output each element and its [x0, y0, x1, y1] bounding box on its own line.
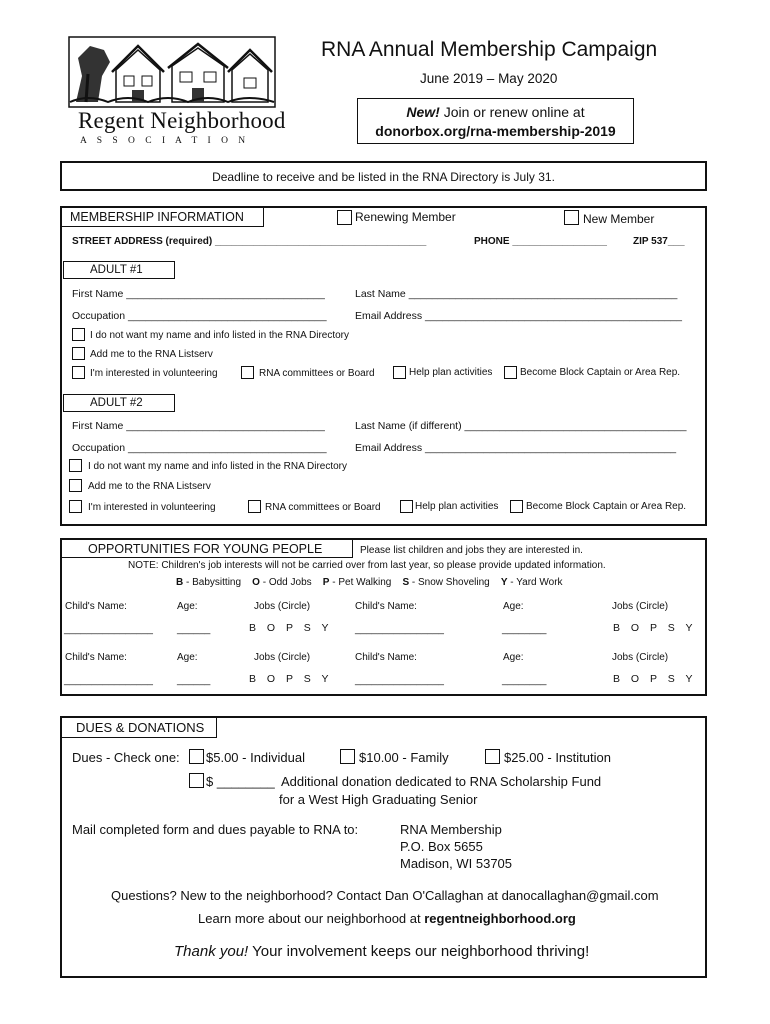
- legend-label-pet-walking: - Pet Walking: [329, 577, 392, 588]
- zip-field[interactable]: ZIP 537___: [633, 236, 685, 247]
- child2-jobs-codes[interactable]: B O P S Y: [613, 622, 693, 634]
- logo-name: Regent Neighborhood: [78, 108, 286, 133]
- child3-jobs-codes[interactable]: B O P S Y: [249, 673, 329, 685]
- dues-family-checkbox[interactable]: [340, 749, 355, 764]
- donation-description: Additional donation dedicated to RNA Scholarship Fund: [281, 774, 602, 789]
- campaign-dates: June 2019 – May 2020: [420, 71, 558, 86]
- child1-name-label: Child's Name:: [65, 601, 127, 612]
- child4-name-field[interactable]: ________________: [355, 675, 444, 686]
- adult1-help-checkbox[interactable]: [393, 366, 406, 379]
- child4-age-field[interactable]: ________: [502, 675, 547, 686]
- adult1-occupation-field[interactable]: Occupation __________________________________: [72, 310, 327, 322]
- phone-field[interactable]: PHONE _________________: [474, 236, 607, 247]
- adult1-last-name-field[interactable]: Last Name ______________________________________________: [355, 288, 678, 300]
- page-title: RNA Annual Membership Campaign: [321, 38, 658, 61]
- donation-checkbox[interactable]: [189, 773, 204, 788]
- thank-you-message: Your involvement keeps our neighborhood thriving!: [248, 943, 590, 960]
- adult1-first-name-field[interactable]: First Name __________________________________: [72, 288, 325, 300]
- child4-age-label: Age:: [503, 652, 524, 663]
- adult1-volunteer-checkbox[interactable]: [72, 366, 85, 379]
- new-member-label: New Member: [583, 212, 655, 226]
- adult1-help-label: Help plan activities: [409, 367, 493, 378]
- adult2-no-list-label: I do not want my name and info listed in the RNA Directory: [88, 461, 348, 472]
- adult2-first-name-field[interactable]: First Name __________________________________: [72, 420, 325, 432]
- online-box: [357, 98, 634, 144]
- dues-check-label: Dues - Check one:: [72, 750, 180, 765]
- adult2-volunteer-checkbox[interactable]: [69, 500, 82, 513]
- adult2-occupation-field[interactable]: Occupation __________________________________: [72, 442, 327, 454]
- adult1-listserv-label: Add me to the RNA Listserv: [90, 349, 213, 360]
- online-text: [358, 104, 633, 120]
- child3-name-label: Child's Name:: [65, 652, 127, 663]
- dues-individual-label: $5.00 - Individual: [206, 750, 306, 765]
- dues-institution-checkbox[interactable]: [485, 749, 500, 764]
- renewing-checkbox[interactable]: [337, 210, 352, 225]
- adult1-no-list-label: I do not want my name and info listed in the RNA Directory: [90, 330, 350, 341]
- child1-age-label: Age:: [177, 601, 198, 612]
- renewing-label: Renewing Member: [355, 210, 456, 224]
- adult2-captain-label: Become Block Captain or Area Rep.: [526, 501, 687, 512]
- child1-name-field[interactable]: ________________: [64, 624, 153, 635]
- legend-label-yard-work: - Yard Work: [507, 577, 563, 588]
- adult2-no-list-checkbox[interactable]: [69, 459, 82, 472]
- membership-tab: MEMBERSHIP INFORMATION: [61, 207, 264, 227]
- learn-more-prefix: Learn more about our neighborhood at: [198, 911, 425, 926]
- donation-description-2: for a West High Graduating Senior: [279, 792, 478, 807]
- child3-jobs-label: Jobs (Circle): [254, 652, 311, 663]
- child2-name-field[interactable]: ________________: [355, 624, 444, 635]
- adult2-committees-checkbox[interactable]: [248, 500, 261, 513]
- adult2-listserv-checkbox[interactable]: [69, 479, 82, 492]
- legend-label-snow-shoveling: - Snow Shoveling: [409, 577, 490, 588]
- adult1-tab: ADULT #1: [63, 261, 175, 279]
- deadline-text: Deadline to receive and be listed in the RNA Directory is July 31.: [212, 170, 555, 184]
- mail-address-line2: P.O. Box 5655: [400, 839, 483, 854]
- mail-instruction: Mail completed form and dues payable to RNA to:: [72, 822, 359, 837]
- dues-institution-label: $25.00 - Institution: [504, 750, 611, 765]
- adult2-tab: ADULT #2: [63, 394, 175, 412]
- online-url[interactable]: donorbox.org/rna-membership-2019: [375, 123, 616, 139]
- child2-age-field[interactable]: ________: [502, 624, 547, 635]
- thank-you: [174, 943, 589, 960]
- street-address-field[interactable]: STREET ADDRESS (required) ______________________________________: [72, 236, 427, 247]
- adult1-no-list-checkbox[interactable]: [72, 328, 85, 341]
- new-member-checkbox[interactable]: [564, 210, 579, 225]
- house-illustration-icon: [68, 36, 276, 108]
- adult2-email-field[interactable]: Email Address ___________________________________________: [355, 442, 677, 454]
- adult2-help-checkbox[interactable]: [400, 500, 413, 513]
- online-join: Join or renew online at: [439, 104, 585, 120]
- youth-note: NOTE: Children's job interests will not be carried over from last year, so please provide updated information.: [128, 560, 606, 571]
- adult1-volunteer-label: I'm interested in volunteering: [90, 368, 218, 379]
- child4-name-label: Child's Name:: [355, 652, 417, 663]
- legend-code-b: B: [176, 577, 184, 588]
- adult1-email-field[interactable]: Email Address ____________________________________________: [355, 310, 682, 322]
- child2-jobs-label: Jobs (Circle): [612, 601, 669, 612]
- adult1-listserv-checkbox[interactable]: [72, 347, 85, 360]
- online-new: New!: [406, 104, 440, 120]
- youth-tab: OPPORTUNITIES FOR YOUNG PEOPLE: [61, 539, 353, 558]
- learn-more-url[interactable]: regentneighborhood.org: [424, 911, 576, 926]
- adult2-committees-label: RNA committees or Board: [265, 502, 381, 513]
- child3-age-field[interactable]: ______: [177, 675, 211, 686]
- legend-code-p: P: [322, 577, 330, 588]
- logo-tagline: A S S O C I A T I O N: [80, 136, 250, 146]
- child1-age-field[interactable]: ______: [177, 624, 211, 635]
- dues-tab: DUES & DONATIONS: [61, 717, 217, 738]
- legend-label-odd-jobs: - Odd Jobs: [259, 577, 312, 588]
- mail-address-line1: RNA Membership: [400, 822, 502, 837]
- adult2-listserv-label: Add me to the RNA Listserv: [88, 481, 211, 492]
- membership-section: [60, 206, 707, 526]
- deadline-box: [60, 161, 707, 191]
- legend-code-y: Y: [500, 577, 508, 588]
- dues-family-label: $10.00 - Family: [359, 750, 449, 765]
- child3-age-label: Age:: [177, 652, 198, 663]
- dues-individual-checkbox[interactable]: [189, 749, 204, 764]
- adult1-captain-checkbox[interactable]: [504, 366, 517, 379]
- child1-jobs-codes[interactable]: B O P S Y: [249, 622, 329, 634]
- adult1-committees-checkbox[interactable]: [241, 366, 254, 379]
- mail-address-line3: Madison, WI 53705: [400, 856, 513, 871]
- child3-name-field[interactable]: ________________: [64, 675, 153, 686]
- adult1-captain-label: Become Block Captain or Area Rep.: [520, 367, 681, 378]
- donation-amount-field[interactable]: $ ________: [206, 774, 275, 789]
- youth-instruction: Please list children and jobs they are interested in.: [360, 545, 583, 556]
- legend-label-babysitting: - Babysitting: [183, 577, 242, 588]
- adult2-help-label: Help plan activities: [415, 501, 499, 512]
- child1-jobs-label: Jobs (Circle): [254, 601, 311, 612]
- logo: [68, 36, 286, 148]
- learn-more: [198, 911, 576, 926]
- child4-jobs-label: Jobs (Circle): [612, 652, 669, 663]
- child2-age-label: Age:: [503, 601, 524, 612]
- child4-jobs-codes[interactable]: B O P S Y: [613, 673, 693, 685]
- adult2-last-name-field[interactable]: Last Name (if different) ______________________________________: [355, 420, 687, 432]
- adult1-committees-label: RNA committees or Board: [259, 368, 375, 379]
- jobs-legend: [176, 577, 563, 588]
- thank-you-emphasis: Thank you!: [174, 943, 249, 960]
- questions-contact: Questions? New to the neighborhood? Contact Dan O'Callaghan at danocallaghan@gmail.com: [111, 888, 659, 903]
- legend-code-o: O: [252, 577, 260, 588]
- adult2-captain-checkbox[interactable]: [510, 500, 523, 513]
- legend-code-s: S: [402, 577, 410, 588]
- child2-name-label: Child's Name:: [355, 601, 417, 612]
- adult2-volunteer-label: I'm interested in volunteering: [88, 502, 216, 513]
